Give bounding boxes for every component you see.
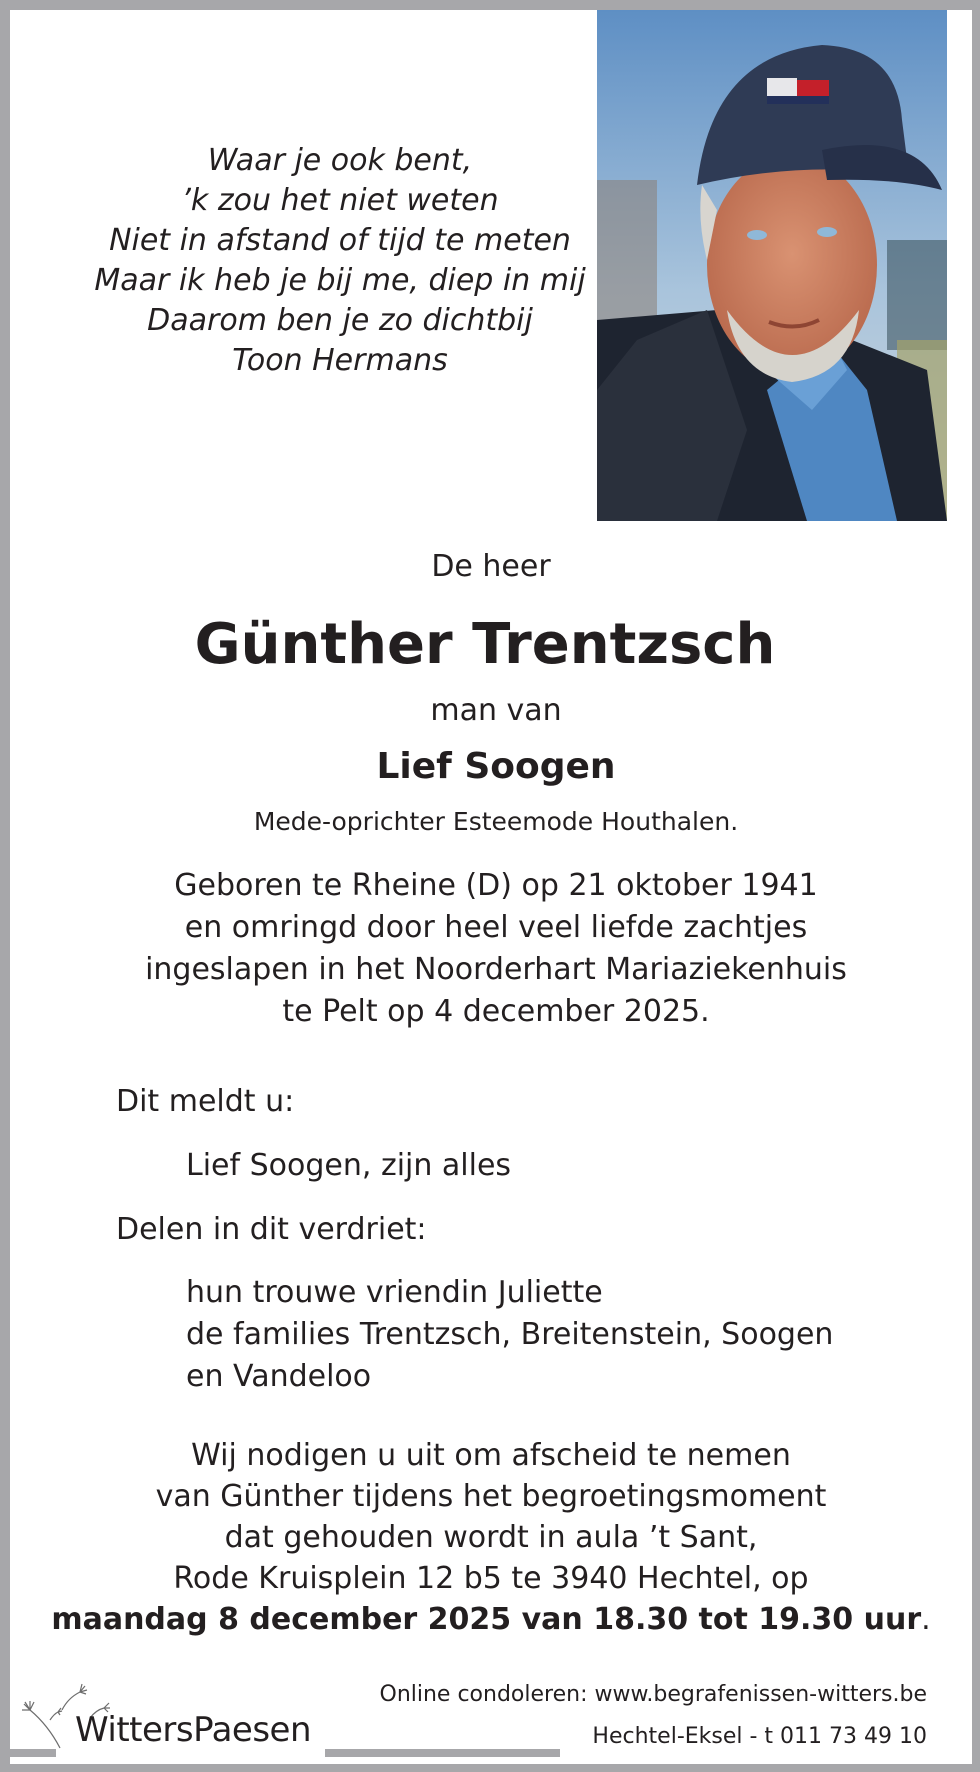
relation-label: man van bbox=[430, 693, 562, 728]
birth-death-line: ingeslapen in het Noorderhart Mariaziekenhuis bbox=[145, 952, 847, 987]
mourner-line: hun trouwe vriendin Juliette bbox=[186, 1275, 603, 1310]
poem-line: Maar ik heb je bij me, diep in mij bbox=[94, 263, 586, 298]
portrait-photo bbox=[597, 10, 947, 521]
spouse-name: Lief Soogen bbox=[376, 746, 616, 787]
invitation-line: dat gehouden wordt in aula ’t Sant, bbox=[224, 1520, 758, 1555]
poem-line: Niet in afstand of tijd te meten bbox=[109, 223, 571, 258]
logo-text: WittersPaesen bbox=[75, 1710, 311, 1750]
footer-rule-left bbox=[10, 1749, 56, 1757]
deceased-name: Günther Trentzsch bbox=[194, 612, 776, 677]
mourners-label: Delen in dit verdriet: bbox=[116, 1212, 427, 1247]
address-phone: Hechtel-Eksel - t 011 73 49 10 bbox=[592, 1724, 927, 1749]
obituary-card bbox=[10, 10, 972, 1764]
role-text: Mede-oprichter Esteemode Houthalen. bbox=[253, 807, 739, 836]
portrait-icon bbox=[597, 10, 947, 521]
poem-line: Waar je ook bent, bbox=[207, 143, 473, 178]
condolence-link[interactable]: Online condoleren: www.begrafenissen-witters.be bbox=[379, 1682, 927, 1707]
invitation-line: Rode Kruisplein 12 b5 te 3940 Hechtel, op bbox=[173, 1561, 809, 1596]
invitation-line: Wij nodigen u uit om afscheid te nemen bbox=[191, 1438, 791, 1473]
invitation-line: van Günther tijdens het begroetingsmoment bbox=[155, 1479, 827, 1514]
invitation-date-line bbox=[10, 1599, 972, 1640]
poem bbox=[60, 141, 620, 381]
mourners-list bbox=[186, 1272, 833, 1398]
poem-line: Daarom ben je zo dichtbij bbox=[147, 303, 533, 338]
birth-death-line: te Pelt op 4 december 2025. bbox=[282, 994, 710, 1029]
birth-death-line: en omringd door heel veel liefde zachtjes bbox=[184, 910, 808, 945]
poem-author: Toon Hermans bbox=[232, 343, 448, 378]
invitation-date-suffix: . bbox=[921, 1602, 931, 1637]
poem-line: ’k zou het niet weten bbox=[181, 183, 499, 218]
mourner-line: de families Trentzsch, Breitenstein, Soogen bbox=[186, 1317, 834, 1352]
contact-info bbox=[380, 1674, 928, 1758]
invitation-date: maandag 8 december 2025 van 18.30 tot 19.30 uur bbox=[51, 1602, 922, 1637]
birth-death-text bbox=[15, 865, 972, 1033]
mourner-line: en Vandeloo bbox=[186, 1359, 372, 1394]
honorific-title: De heer bbox=[431, 549, 551, 584]
footer-rule-middle bbox=[325, 1749, 560, 1757]
birth-death-line: Geboren te Rheine (D) op 21 oktober 1941 bbox=[174, 868, 818, 903]
announcement-label: Dit meldt u: bbox=[116, 1084, 295, 1119]
announcement-value: Lief Soogen, zijn alles bbox=[186, 1148, 512, 1183]
invitation-text bbox=[10, 1435, 972, 1640]
